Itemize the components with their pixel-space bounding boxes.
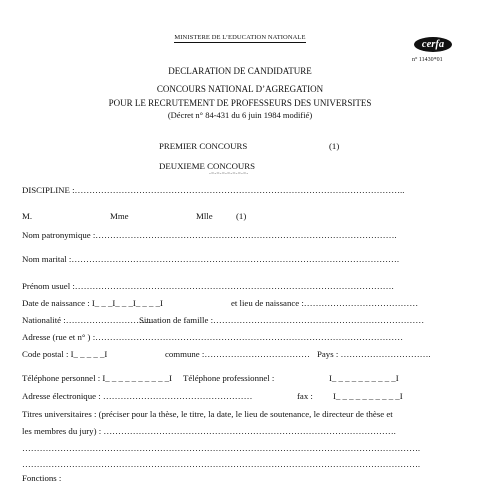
nom-patronymique-field[interactable]: Nom patronymique :…………………………………………………………………………………………. <box>22 230 397 240</box>
prenom-field[interactable]: Prénom usuel :………………………………………………………………………………………………. <box>22 281 394 291</box>
form-number: n° 11430*01 <box>412 57 443 63</box>
titres-universitaires-label: Titres universitaires : (préciser pour la thèse, le titre, la date, le lieu de soutenance, le directeur de thèse et <box>22 409 393 419</box>
form-subtitle: CONCOURS NATIONAL D’AGREGATION <box>156 84 324 94</box>
concours-footnote: (1) <box>329 141 340 151</box>
form-title: DECLARATION DE CANDIDATURE <box>168 66 312 76</box>
titres-blank-line-1[interactable]: ………………………………………………………………………………………………………………………. <box>22 443 421 453</box>
discipline-field[interactable]: DISCIPLINE :………………………………………………………………………………………………….. <box>22 185 405 195</box>
decree-reference: (Décret n° 84-431 du 6 juin 1984 modifié) <box>167 110 313 120</box>
telephone-personnel-field[interactable]: Téléphone personnel : I_ _ _ _ _ _ _ _ _ _I <box>22 373 173 383</box>
ministry-header: MINISTERE DE L’EDUCATION NATIONALE <box>174 34 306 41</box>
adresse-electronique-field[interactable]: Adresse électronique : …………………………………………… <box>22 391 253 401</box>
adresse-field[interactable]: Adresse (rue et n° ) :…………………………………………………………………………………………… <box>22 332 404 342</box>
situation-famille-field[interactable]: Situation de famille :……………………………………………………………… <box>139 315 425 325</box>
date-naissance-field[interactable]: Date de naissance : I_ _ _I_ _ _I_ _ _ _I <box>22 298 163 308</box>
deuxieme-concours-option[interactable]: DEUXIEME CONCOURS <box>159 161 256 171</box>
civility-footnote: (1) <box>236 211 247 221</box>
civility-m[interactable]: M. <box>22 211 33 221</box>
titres-blank-line-2[interactable]: ………………………………………………………………………………………………………………………. <box>22 459 421 469</box>
civility-mlle[interactable]: Mlle <box>196 211 213 221</box>
premier-concours-option[interactable]: PREMIER CONCOURS <box>159 141 248 151</box>
telephone-professionnel-field[interactable]: I_ _ _ _ _ _ _ _ _ _I <box>329 373 399 383</box>
nationalite-field[interactable]: Nationalité :………………………… <box>22 315 154 325</box>
fax-label: fax : <box>297 391 313 401</box>
nom-marital-field[interactable]: Nom marital :…………………………………………………………………………………………………. <box>22 254 400 264</box>
form-subtitle-2: POUR LE RECRUTEMENT DE PROFESSEURS DES UNIVERSITES <box>108 98 372 108</box>
telephone-professionnel-label: Téléphone professionnel : <box>183 373 275 383</box>
lieu-naissance-field[interactable]: et lieu de naissance :………………………………… <box>231 298 419 308</box>
commune-field[interactable]: commune :……………………………… <box>165 349 310 359</box>
civility-mme[interactable]: Mme <box>110 211 129 221</box>
fonctions-label: Fonctions : <box>22 473 62 483</box>
code-postal-field[interactable]: Code postal : I_ _ _ _ _I <box>22 349 108 359</box>
pays-field[interactable]: Pays : …………………………. <box>317 349 431 359</box>
cerfa-logo: cerfa <box>414 37 452 52</box>
fax-field[interactable]: I_ _ _ _ _ _ _ _ _ _I <box>333 391 403 401</box>
titres-universitaires-field[interactable]: les membres du jury) : ………………………………………………………………………………………. <box>22 426 396 436</box>
separator: -=-=-=-=-=-=-=- <box>209 171 249 177</box>
